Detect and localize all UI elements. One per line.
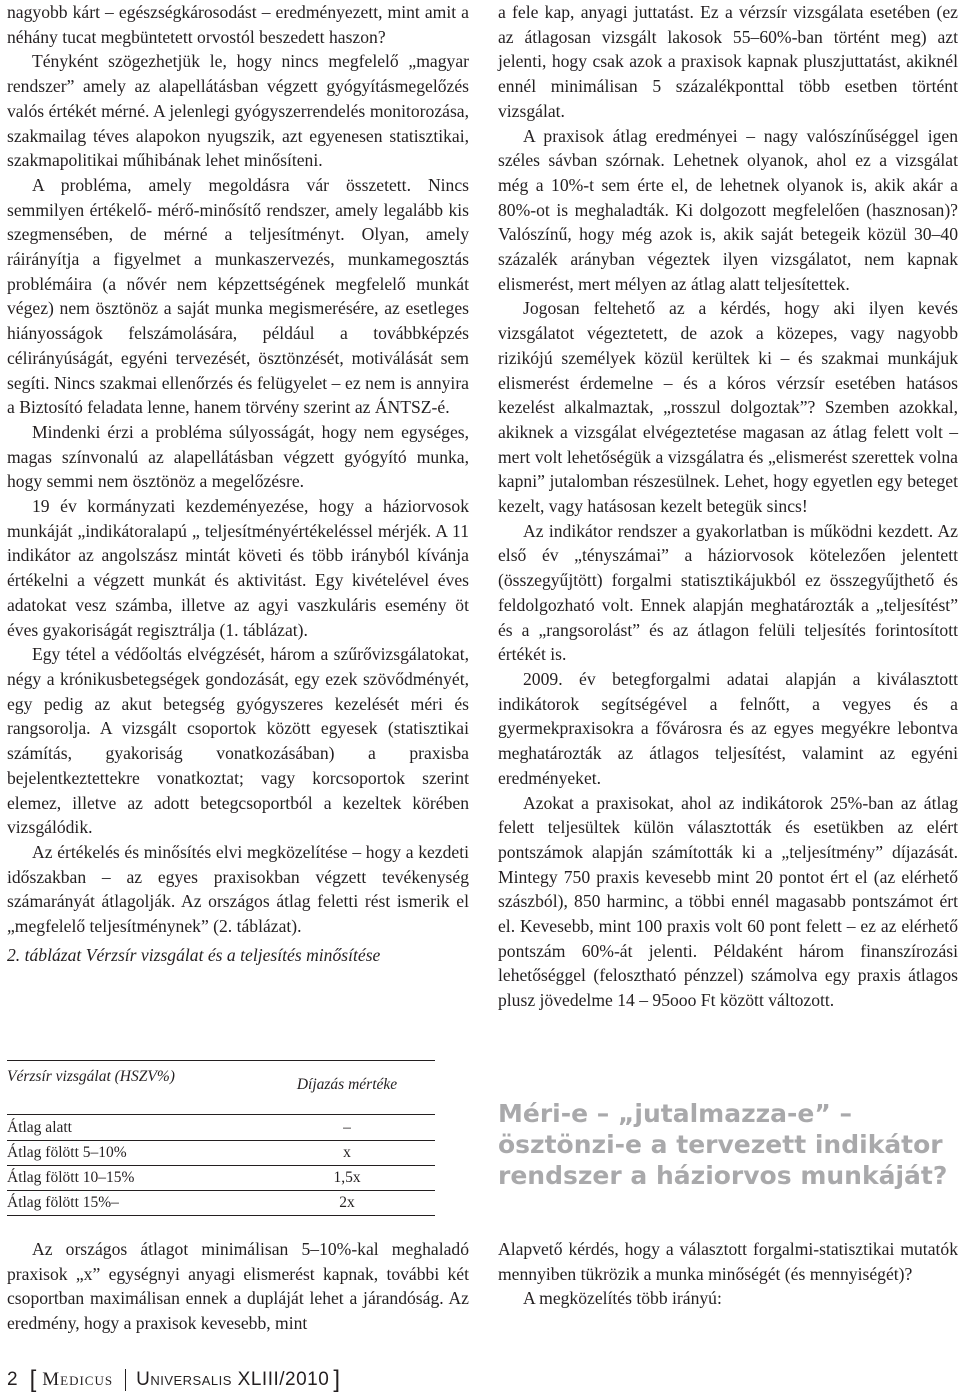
- paragraph: Az országos átlagot minimálisan 5–10%-kal meghaladó praxisok „x” egységnyi anyagi elismerést kapnak, további két csoportban maximálisan ennek a dupláját lehet a járandóság. Az eredmény, hogy a praxisok kevesebb, mint: [7, 1239, 469, 1334]
- table-cell-value: x: [343, 1144, 351, 1161]
- table-row-rule: [7, 1140, 435, 1141]
- table-row-rule: [7, 1190, 435, 1191]
- paragraph: Az indikátor rendszer a gyakorlatban is működni kezdett. Az első év „tényszámai” a háziorvosok kötelezően jelentett (összegyűjtött) forgalmi statisztikájukból ez összegyűjthető és feldolgozható volt. Ennek alapján meghatározták a „teljesítést” és a „rangsorolást” és az átlagon felüli teljesítés forintosított értékét is.: [498, 520, 958, 665]
- paragraph: 2009. év betegforgalmi adatai alapján a kiválasztott indikátorok segítségével a felnőtt, a vegyes és a gyermekpraxisokra a fővárosra és az egyes megyékre lebontva meghatározták az átlagos teljesítést, valamint az egyéni eredményeket.: [498, 668, 958, 788]
- table-row: [7, 1167, 435, 1191]
- paragraph: a fele kap, anyagi juttatást. Ez a vérzsír vizsgálata esetében (ez az átlagosan vizsgált lakosok 55–60%-ban történt meg) azt jelenti, hogy csak azok a praxisok kapnak pluszjuttatást, akiknél ennél minimálisan 5 százalékponttal több esetben történt vizsgálat.: [498, 2, 958, 121]
- table-cell-label: Átlag fölött 15%–: [7, 1194, 119, 1211]
- paragraph: A praxisok átlag eredményei – nagy valószínűséggel igen széles sávban szórnak. Lehetnek olyanok, ahol ez a vizsgálat még a 10%-t sem érte el, de lehetnek olyanok is, akik akár a 80%-ot is meghaladták. Ki dolgozott megfelelően (hasznosan)? Valószínű, hogy még azok is, akik saját betegeik közül 30–40 százalék arányban végeztek ilyen vizsgálatot, nem kapnak elismerést, mert mélyen az átlag alatt teljesítettek.: [498, 125, 958, 294]
- paragraph: Jogosan feltehető az a kérdés, hogy aki ilyen kevés vizsgálatot végeztetett, de azok a közepes, vagy nagyobb rizikójú személyek közül kerültek ki – és szakmai munkájuk elismerést érdemelne – és a kóros vérzsír esetében hatásos kezelést alkalmaztak, „rosszul dolgoztak”? Szemben azokkal, akiknek a vizsgálat elvégeztetése magasan az átlag felett volt – mert volt lehetőségük a vizsgálatra és „elismerést szerettek volna kapni” jutalomban részesülnek. Lehet, hogy egyetlen egy beteget kezelt, vagy hatásosan kezelt betegük sincs!: [498, 298, 958, 517]
- table-bottom-rule: [7, 1215, 435, 1216]
- table-cell-value: –: [343, 1119, 351, 1136]
- table-row: [7, 1117, 435, 1141]
- paragraph: Mindenki érzi a probléma súlyosságát, hogy nem egységes, magas színvonalú az alapellátásban végzett gyógyító munka, hogy semmi nem ösztönöz a megelőzésre.: [7, 421, 469, 492]
- table-row: [7, 1192, 435, 1216]
- table-cell-label: Átlag fölött 5–10%: [7, 1144, 127, 1161]
- page-number: 2: [7, 1369, 18, 1390]
- table-cell-value: 1,5x: [333, 1169, 361, 1186]
- section-body: [498, 1237, 958, 1311]
- paragraph: nagyobb kárt – egészségkárosodást – eredményezett, mint amit a néhány tucat megbüntetett orvostól beszedett haszon?: [7, 2, 469, 47]
- paragraph: Egy tétel a védőoltás elvégzését, három a szűrővizsgálatokat, négy a krónikusbetegségek gondozását, egy ezek szövődményét, egy pedig az akut betegség gyógyszeres kezelését méri és rangsorolja. A vizsgált csoportok között egyesek (statisztikai számítás, gyakoriság vonatkozásában) a praxisba bejelentkeztettekre vonatkoztat; vagy korcsoportok szerint elemez, illetve az adott betegcsoportból a kezeltek körében vizsgálódik.: [7, 644, 469, 838]
- section-heading: Méri-e – „jutalmazza-e” – ösztönzi-e a tervezett indikátor rendszer a háziorvos munkáját?: [498, 1099, 948, 1190]
- table-header-test: Vérzsír vizsgálat (HSZV%): [7, 1068, 175, 1085]
- paragraph: Alapvető kérdés, hogy a választott forgalmi-statisztikai mutatók mennyiben tükrözik a munka minőségét (és mennyiségét)?: [498, 1239, 958, 1284]
- paragraph: Azokat a praxisokat, ahol az indikátorok 25%-ban az átlag felett teljesültek külön választották és esetükben az elért pontszámok alapján számították ki a „teljesítmény” díjazását. Mintegy 750 praxis kevesebb mint 20 pontot ért el (az elérhető szászból), 850 harminc, a többi ennél magasabb pontszámot ért el. Kevesebb, mint 100 praxis volt 60 pont felett – ez az elérhető pontszám 60%-át jelenti. Példaként három finanszírozási lehetőséggel (felosztható pénzzel) számolva egy praxis átlagos plusz jövedelme 14 – 95ooo Ft között változott.: [498, 792, 958, 1011]
- journal-series: Universalis XLIII/2010: [136, 1369, 330, 1390]
- paragraph: A probléma, amely megoldásra vár összetett. Nincs semmilyen értékelő- mérő-minősítő rendszer, amely legalább kis szegmensében, de mérné a teljesítményt. Olyan, amely ráirányítja a figyelmet a munkaszervezés, munkamegosztás problémáira (a nővér nem képzettségének megfelelő munkát végez) nem ösztönöz a saját munka megismerésére, az esetleges hiányosságok felszámolására, például a továbbképzés célirányúságát, egyéni tervezését, ösztönzését, motiválását sem segíti. Nincs szakmai ellenőrzés és felügyelet – ez nem is annyira a Biztosító feladata lenne, hanem törvény szerint az ÁNTSZ-é.: [7, 174, 469, 418]
- footer-bracket-close: ]: [333, 1366, 340, 1393]
- table-header-rule: [7, 1114, 435, 1115]
- page-footer: [7, 1366, 340, 1393]
- table-cell-label: Átlag fölött 10–15%: [7, 1169, 135, 1186]
- journal-name: Medicus: [42, 1369, 114, 1390]
- table-row-rule: [7, 1165, 435, 1166]
- paragraph: Tényként szögezhetjük le, hogy nincs megfelelő „magyar rendszer” amely az alapellátásban végzett gyógyításmegelőzés valós értékét mérné. A jelenlegi gyógyszerrendelés monitorozása, szakmailag téves alapokon nyugszik, azt egyenesen statisztikai, szakmapolitikai műhibának lehet minősíteni.: [7, 51, 469, 171]
- table-header-payment: Díjazás mértéke: [296, 1076, 398, 1093]
- paragraph: A megközelítés több irányú:: [523, 1288, 722, 1309]
- paragraph: Az értékelés és minősítés elvi megközelítése – hogy a kezdeti időszakban – az egyes praxisokban végzett tevékenység számarányát átlagolják. Az országos átlag feletti rést ismerik el „megfelelő teljesítménynek” (2. táblázat).: [7, 841, 469, 937]
- paragraph: 19 év kormányzati kezdeményezése, hogy a háziorvosok munkáját „indikátoralapú „ teljesítményértékeléssel mérjék. A 11 indikátor az angolszász mintát követi és több irányból kívánja értékelni a végzett munkát és aktivitást. Egy kivételével éves adatokat vesz számba, illetve az agyi vaszkuláris esemény öt éves gyakoriságát regisztrálja (1. táblázat).: [7, 496, 469, 640]
- table-caption: 2. táblázat Vérzsír vizsgálat és a teljesítés minősítése: [7, 944, 381, 965]
- table-row: [7, 1142, 435, 1166]
- right-column: [498, 0, 958, 1013]
- table-top-rule: [7, 1060, 435, 1061]
- footer-bracket-open: [: [29, 1366, 37, 1393]
- footer-divider: [125, 1369, 126, 1391]
- left-column: [7, 0, 469, 967]
- table-cell-value: 2x: [339, 1194, 355, 1211]
- table-cell-label: Átlag alatt: [7, 1119, 72, 1136]
- after-table-text: [7, 1237, 469, 1336]
